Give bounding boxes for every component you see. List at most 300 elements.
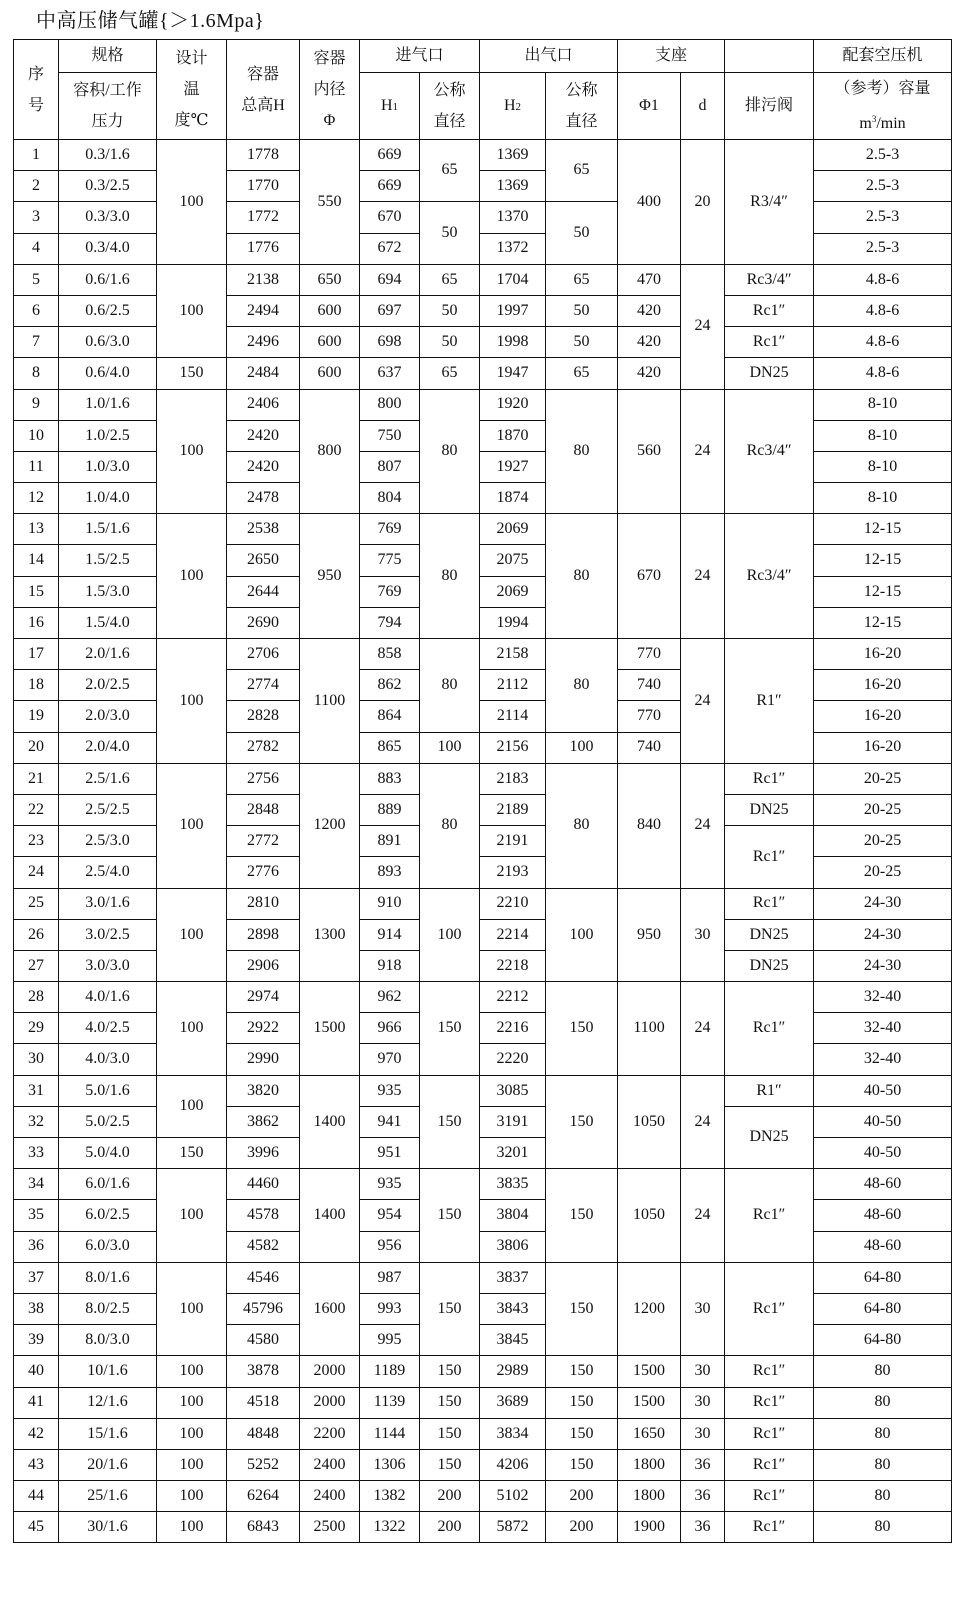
cell-phi1: 1200 (618, 1262, 681, 1356)
cell-seq: 9 (14, 389, 59, 420)
cell-spec: 8.0/3.0 (59, 1325, 157, 1356)
cell-dia: 600 (300, 295, 360, 326)
cell-d: 24 (681, 389, 725, 514)
cell-h2: 3806 (480, 1231, 546, 1262)
cell-phi1: 1650 (618, 1418, 681, 1449)
cell-h1: 794 (360, 607, 420, 638)
cell-seq: 1 (14, 140, 59, 171)
cell-height: 3996 (227, 1138, 300, 1169)
cell-height: 2990 (227, 1044, 300, 1075)
cell-in-dn: 150 (420, 1418, 480, 1449)
cell-height: 2782 (227, 732, 300, 763)
cell-cap: 32-40 (814, 982, 952, 1013)
cell-spec: 0.3/4.0 (59, 233, 157, 264)
cell-temp: 100 (157, 982, 227, 1076)
cell-height: 2974 (227, 982, 300, 1013)
cell-spec: 2.5/3.0 (59, 826, 157, 857)
cell-height: 6843 (227, 1512, 300, 1543)
table-row (14, 888, 952, 919)
cell-valve: Rc1″ (725, 1169, 814, 1263)
cell-h1: 1144 (360, 1418, 420, 1449)
cell-temp: 100 (157, 514, 227, 639)
cell-h1: 987 (360, 1262, 420, 1293)
cell-h1: 750 (360, 420, 420, 451)
cell-h1: 889 (360, 794, 420, 825)
cell-h2: 2989 (480, 1356, 546, 1387)
table-body (14, 140, 952, 1543)
cell-out-dn: 150 (546, 1418, 618, 1449)
table-row (14, 1106, 952, 1137)
cell-h2: 1874 (480, 483, 546, 514)
cell-out-dn: 100 (546, 888, 618, 982)
cell-out-dn: 150 (546, 1075, 618, 1169)
cell-d: 24 (681, 264, 725, 389)
cell-phi1: 1500 (618, 1387, 681, 1418)
cell-phi1: 770 (618, 639, 681, 670)
cell-dia: 1600 (300, 1262, 360, 1356)
cell-cap: 24-30 (814, 919, 952, 950)
cell-spec: 0.3/3.0 (59, 202, 157, 233)
cell-temp: 100 (157, 1418, 227, 1449)
cell-phi1: 400 (618, 140, 681, 265)
cell-h2: 2183 (480, 763, 546, 794)
cell-out-dn: 150 (546, 1449, 618, 1480)
cell-h2: 1704 (480, 264, 546, 295)
header-compressor-group: 配套空压机 (814, 40, 952, 73)
table-row (14, 1481, 952, 1512)
cell-cap: 80 (814, 1356, 952, 1387)
cell-seq: 39 (14, 1325, 59, 1356)
page-title: 中高压储气罐{＞1.6Mpa} (36, 10, 265, 32)
cell-valve: Rc1″ (725, 295, 814, 326)
cell-out-dn: 80 (546, 639, 618, 733)
cell-height: 4848 (227, 1418, 300, 1449)
cell-spec: 30/1.6 (59, 1512, 157, 1543)
cell-spec: 1.5/3.0 (59, 576, 157, 607)
cell-temp: 100 (157, 1449, 227, 1480)
cell-height: 4578 (227, 1200, 300, 1231)
cell-temp: 100 (157, 1512, 227, 1543)
cell-height: 45796 (227, 1293, 300, 1324)
cell-seq: 34 (14, 1169, 59, 1200)
cell-dia: 2500 (300, 1512, 360, 1543)
header-drain-valve: 排污阀 (725, 73, 814, 140)
cell-seq: 37 (14, 1262, 59, 1293)
table-row (14, 1356, 952, 1387)
cell-in-dn: 50 (420, 295, 480, 326)
header-h1: H1 (360, 73, 420, 140)
cell-cap: 20-25 (814, 794, 952, 825)
cell-seq: 31 (14, 1075, 59, 1106)
cell-in-dn: 150 (420, 1262, 480, 1356)
cell-h1: 769 (360, 576, 420, 607)
cell-height: 4518 (227, 1387, 300, 1418)
cell-h1: 962 (360, 982, 420, 1013)
cell-valve: Rc1″ (725, 826, 814, 888)
cell-valve: DN25 (725, 794, 814, 825)
cell-h1: 910 (360, 888, 420, 919)
cell-h2: 1870 (480, 420, 546, 451)
cell-h1: 669 (360, 171, 420, 202)
cell-out-dn: 200 (546, 1481, 618, 1512)
cell-in-dn: 80 (420, 639, 480, 733)
cell-spec: 1.5/1.6 (59, 514, 157, 545)
table-row (14, 950, 952, 981)
cell-cap: 4.8-6 (814, 327, 952, 358)
cell-valve: Rc1″ (725, 327, 814, 358)
cell-h2: 3201 (480, 1138, 546, 1169)
cell-in-dn: 200 (420, 1512, 480, 1543)
cell-seq: 5 (14, 264, 59, 295)
cell-spec: 2.0/4.0 (59, 732, 157, 763)
cell-spec: 0.6/4.0 (59, 358, 157, 389)
cell-valve: R1″ (725, 1075, 814, 1106)
cell-valve: Rc1″ (725, 1356, 814, 1387)
table-row (14, 295, 952, 326)
cell-dia: 1300 (300, 888, 360, 982)
cell-out-dn: 65 (546, 358, 618, 389)
cell-spec: 12/1.6 (59, 1387, 157, 1418)
cell-height: 2406 (227, 389, 300, 420)
cell-spec: 2.0/1.6 (59, 639, 157, 670)
cell-d: 30 (681, 1356, 725, 1387)
cell-h1: 883 (360, 763, 420, 794)
cell-temp: 100 (157, 389, 227, 514)
cell-h2: 2112 (480, 670, 546, 701)
cell-seq: 35 (14, 1200, 59, 1231)
table-row (14, 639, 952, 670)
cell-phi1: 470 (618, 264, 681, 295)
cell-in-dn: 150 (420, 1075, 480, 1169)
cell-height: 2538 (227, 514, 300, 545)
table-row (14, 763, 952, 794)
cell-spec: 10/1.6 (59, 1356, 157, 1387)
cell-in-dn: 150 (420, 1356, 480, 1387)
cell-cap: 8-10 (814, 420, 952, 451)
cell-seq: 7 (14, 327, 59, 358)
cell-valve: Rc1″ (725, 763, 814, 794)
cell-height: 2420 (227, 420, 300, 451)
cell-dia: 600 (300, 358, 360, 389)
cell-h2: 2114 (480, 701, 546, 732)
cell-d: 24 (681, 982, 725, 1076)
cell-out-dn: 50 (546, 295, 618, 326)
cell-height: 5252 (227, 1449, 300, 1480)
cell-seq: 15 (14, 576, 59, 607)
cell-spec: 2.0/3.0 (59, 701, 157, 732)
cell-dia: 950 (300, 514, 360, 639)
cell-cap: 24-30 (814, 888, 952, 919)
table-row (14, 826, 952, 857)
cell-d: 30 (681, 1387, 725, 1418)
cell-d: 20 (681, 140, 725, 265)
cell-dia: 650 (300, 264, 360, 295)
cell-d: 24 (681, 514, 725, 639)
cell-h2: 2069 (480, 576, 546, 607)
cell-seq: 24 (14, 857, 59, 888)
cell-cap: 16-20 (814, 670, 952, 701)
cell-phi1: 950 (618, 888, 681, 982)
cell-seq: 27 (14, 950, 59, 981)
cell-seq: 17 (14, 639, 59, 670)
cell-phi1: 840 (618, 763, 681, 888)
cell-h2: 3845 (480, 1325, 546, 1356)
cell-out-dn: 150 (546, 1169, 618, 1263)
cell-height: 4460 (227, 1169, 300, 1200)
cell-dia: 1100 (300, 639, 360, 764)
cell-spec: 2.0/2.5 (59, 670, 157, 701)
cell-height: 1778 (227, 140, 300, 171)
table-row (14, 264, 952, 295)
cell-cap: 80 (814, 1512, 952, 1543)
cell-temp: 100 (157, 1356, 227, 1387)
cell-d: 24 (681, 763, 725, 888)
header-design-temp: 设计 温 度℃ (157, 40, 227, 140)
cell-temp: 150 (157, 1138, 227, 1169)
cell-dia: 800 (300, 389, 360, 514)
cell-spec: 1.0/4.0 (59, 483, 157, 514)
cell-dia: 2000 (300, 1387, 360, 1418)
cell-h2: 1920 (480, 389, 546, 420)
cell-valve: DN25 (725, 1106, 814, 1168)
cell-temp: 100 (157, 264, 227, 358)
cell-in-dn: 50 (420, 327, 480, 358)
cell-cap: 20-25 (814, 763, 952, 794)
cell-spec: 8.0/1.6 (59, 1262, 157, 1293)
cell-h2: 3843 (480, 1293, 546, 1324)
table-row (14, 327, 952, 358)
cell-dia: 550 (300, 140, 360, 265)
cell-height: 1772 (227, 202, 300, 233)
cell-cap: 2.5-3 (814, 171, 952, 202)
cell-h1: 669 (360, 140, 420, 171)
table-row (14, 1449, 952, 1480)
cell-phi1: 420 (618, 295, 681, 326)
cell-height: 4546 (227, 1262, 300, 1293)
cell-valve: Rc1″ (725, 1387, 814, 1418)
cell-d: 24 (681, 639, 725, 764)
cell-h2: 3834 (480, 1418, 546, 1449)
cell-spec: 5.0/2.5 (59, 1106, 157, 1137)
cell-out-dn: 80 (546, 514, 618, 639)
cell-spec: 5.0/1.6 (59, 1075, 157, 1106)
cell-cap: 80 (814, 1387, 952, 1418)
cell-phi1: 740 (618, 670, 681, 701)
cell-seq: 13 (14, 514, 59, 545)
cell-seq: 16 (14, 607, 59, 638)
cell-cap: 4.8-6 (814, 264, 952, 295)
cell-h1: 941 (360, 1106, 420, 1137)
cell-h2: 2158 (480, 639, 546, 670)
cell-dia: 1200 (300, 763, 360, 888)
cell-spec: 6.0/3.0 (59, 1231, 157, 1262)
cell-spec: 5.0/4.0 (59, 1138, 157, 1169)
cell-phi1: 1800 (618, 1481, 681, 1512)
cell-seq: 28 (14, 982, 59, 1013)
cell-h1: 951 (360, 1138, 420, 1169)
cell-seq: 33 (14, 1138, 59, 1169)
cell-in-dn: 150 (420, 1387, 480, 1418)
cell-in-dn: 150 (420, 982, 480, 1076)
table-row (14, 1169, 952, 1200)
cell-spec: 0.6/2.5 (59, 295, 157, 326)
cell-seq: 22 (14, 794, 59, 825)
cell-out-dn: 150 (546, 982, 618, 1076)
cell-seq: 12 (14, 483, 59, 514)
cell-h2: 2075 (480, 545, 546, 576)
table-row (14, 389, 952, 420)
cell-seq: 14 (14, 545, 59, 576)
header-height: 容器 总高H (227, 40, 300, 140)
cell-in-dn: 150 (420, 1169, 480, 1263)
table-row (14, 358, 952, 389)
cell-d: 36 (681, 1512, 725, 1543)
cell-cap: 12-15 (814, 545, 952, 576)
cell-h1: 862 (360, 670, 420, 701)
cell-dia: 2400 (300, 1449, 360, 1480)
cell-h2: 3837 (480, 1262, 546, 1293)
cell-cap: 48-60 (814, 1200, 952, 1231)
cell-spec: 20/1.6 (59, 1449, 157, 1480)
cell-h1: 1139 (360, 1387, 420, 1418)
cell-valve: DN25 (725, 919, 814, 950)
cell-h1: 800 (360, 389, 420, 420)
cell-height: 1776 (227, 233, 300, 264)
cell-spec: 1.0/3.0 (59, 451, 157, 482)
cell-valve: Rc1″ (725, 1418, 814, 1449)
cell-phi1: 1050 (618, 1075, 681, 1169)
cell-h1: 918 (360, 950, 420, 981)
cell-h2: 3689 (480, 1387, 546, 1418)
cell-d: 36 (681, 1449, 725, 1480)
table-row (14, 919, 952, 950)
cell-seq: 21 (14, 763, 59, 794)
table-row (14, 1512, 952, 1543)
cell-height: 2644 (227, 576, 300, 607)
cell-h2: 3804 (480, 1200, 546, 1231)
cell-seq: 30 (14, 1044, 59, 1075)
cell-h2: 2214 (480, 919, 546, 950)
cell-height: 2906 (227, 950, 300, 981)
table-row (14, 1387, 952, 1418)
cell-h2: 1998 (480, 327, 546, 358)
cell-spec: 1.0/2.5 (59, 420, 157, 451)
cell-valve: Rc3/4″ (725, 264, 814, 295)
cell-h2: 2218 (480, 950, 546, 981)
cell-out-dn: 65 (546, 264, 618, 295)
cell-cap: 12-15 (814, 514, 952, 545)
cell-h1: 1189 (360, 1356, 420, 1387)
header-spec-group: 规格 (59, 40, 157, 73)
cell-h2: 4206 (480, 1449, 546, 1480)
cell-out-dn: 150 (546, 1356, 618, 1387)
cell-cap: 64-80 (814, 1293, 952, 1324)
pressure-tank-spec-table (13, 39, 952, 1543)
cell-out-dn: 100 (546, 732, 618, 763)
cell-dia: 1500 (300, 982, 360, 1076)
cell-in-dn: 200 (420, 1481, 480, 1512)
cell-d: 30 (681, 1418, 725, 1449)
cell-out-dn: 150 (546, 1262, 618, 1356)
cell-phi1: 1050 (618, 1169, 681, 1263)
cell-phi1: 1100 (618, 982, 681, 1076)
cell-cap: 32-40 (814, 1013, 952, 1044)
cell-cap: 64-80 (814, 1325, 952, 1356)
cell-d: 36 (681, 1481, 725, 1512)
cell-height: 2772 (227, 826, 300, 857)
cell-h1: 956 (360, 1231, 420, 1262)
cell-dia: 1400 (300, 1169, 360, 1263)
cell-in-dn: 80 (420, 514, 480, 639)
cell-cap: 32-40 (814, 1044, 952, 1075)
cell-cap: 20-25 (814, 826, 952, 857)
header-inner-diameter: 容器 内径 Φ (300, 40, 360, 140)
cell-seq: 41 (14, 1387, 59, 1418)
table-row (14, 1418, 952, 1449)
cell-cap: 80 (814, 1418, 952, 1449)
cell-h1: 995 (360, 1325, 420, 1356)
cell-valve: DN25 (725, 358, 814, 389)
cell-temp: 100 (157, 1075, 227, 1137)
cell-h1: 804 (360, 483, 420, 514)
cell-spec: 25/1.6 (59, 1481, 157, 1512)
cell-height: 3878 (227, 1356, 300, 1387)
cell-h2: 1994 (480, 607, 546, 638)
cell-seq: 11 (14, 451, 59, 482)
cell-phi1: 1500 (618, 1356, 681, 1387)
cell-cap: 16-20 (814, 639, 952, 670)
cell-seq: 32 (14, 1106, 59, 1137)
cell-height: 2478 (227, 483, 300, 514)
cell-out-dn: 50 (546, 327, 618, 358)
cell-cap: 16-20 (814, 701, 952, 732)
cell-phi1: 560 (618, 389, 681, 514)
cell-spec: 6.0/1.6 (59, 1169, 157, 1200)
cell-phi1: 770 (618, 701, 681, 732)
table-row (14, 1262, 952, 1293)
cell-h2: 2193 (480, 857, 546, 888)
cell-h1: 670 (360, 202, 420, 233)
cell-h2: 2220 (480, 1044, 546, 1075)
cell-height: 2706 (227, 639, 300, 670)
cell-seq: 2 (14, 171, 59, 202)
cell-spec: 2.5/4.0 (59, 857, 157, 888)
cell-seq: 23 (14, 826, 59, 857)
cell-cap: 40-50 (814, 1106, 952, 1137)
cell-h2: 1997 (480, 295, 546, 326)
cell-h1: 864 (360, 701, 420, 732)
cell-h2: 2216 (480, 1013, 546, 1044)
cell-spec: 2.5/1.6 (59, 763, 157, 794)
cell-h1: 914 (360, 919, 420, 950)
cell-height: 4580 (227, 1325, 300, 1356)
cell-h1: 807 (360, 451, 420, 482)
cell-h1: 865 (360, 732, 420, 763)
cell-temp: 100 (157, 1169, 227, 1263)
cell-cap: 4.8-6 (814, 358, 952, 389)
cell-seq: 42 (14, 1418, 59, 1449)
cell-seq: 40 (14, 1356, 59, 1387)
cell-h2: 5872 (480, 1512, 546, 1543)
cell-d: 24 (681, 1075, 725, 1169)
cell-valve: Rc1″ (725, 888, 814, 919)
cell-h1: 672 (360, 233, 420, 264)
cell-out-dn: 80 (546, 763, 618, 888)
header-seq: 序 号 (14, 40, 59, 140)
cell-phi1: 1900 (618, 1512, 681, 1543)
cell-spec: 0.6/1.6 (59, 264, 157, 295)
cell-seq: 25 (14, 888, 59, 919)
